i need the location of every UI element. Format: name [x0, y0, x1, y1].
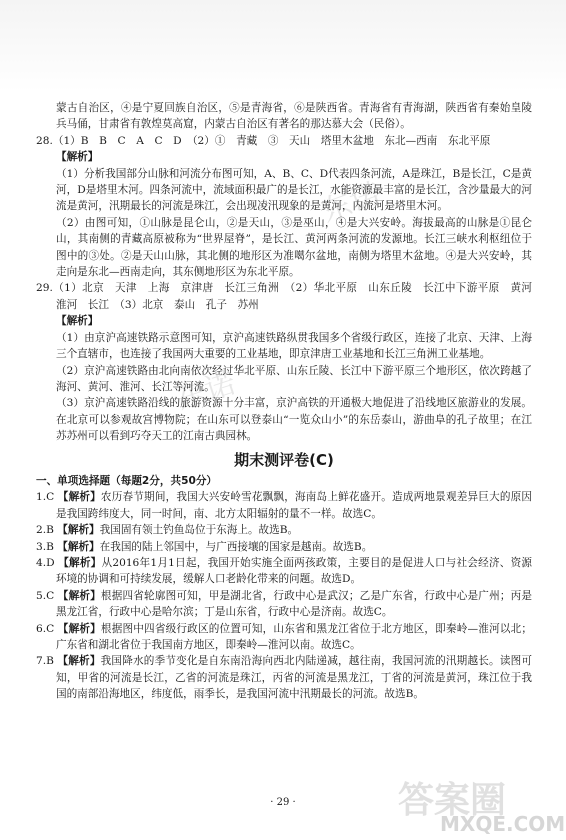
q28-analysis-1: （1）分析我国部分山脉和河流分布图可知，A、B、C、D代表四条河流，A是珠江，B是长江，C是黄河，D是塔里木河。四条河流中，流域面积最广的是长江，水能资源最丰富的是长江，含沙量最大的河流是黄河，汛期最长的河流是珠江，会出现凌汛现象的是黄河，内流河是塔里木河。	[56, 167, 532, 213]
main-content	[36, 100, 543, 703]
faint-watermark: 东诺	[317, 176, 386, 230]
list-item: 2.B 【解析】我国固有领土钓鱼岛位于东海上。故选B。	[36, 524, 299, 537]
q28-answer: 28.（1）B B C A C D （2）① 青藏 ③ 天山 塔里木盆地 东北—西南 东北平原	[36, 134, 491, 147]
q29-analysis-label: 【解析】	[56, 315, 99, 328]
q28-analysis-2: （2）由图可知，①山脉是昆仑山，②是天山，③是巫山，④是大兴安岭。海拔最高的山脉是①昆仑山，其南侧的青藏高原被称为“世界屋脊”，是长江、黄河两条河流的发源地。长江三峡水利枢纽位于图中的③处。②是天山山脉，其北侧的地形区为准噶尔盆地，南侧为塔里木盆地。④是大兴安岭，其走向是东北—西南走向，其东侧地形区为东北平原。	[56, 216, 532, 279]
list-item: 7.B 【解析】我国降水的季节变化是自东南沿海向西北内陆递减，越往南，我国河流的汛期越长。读图可知，甲省的河流是长江，乙省的河流是珠江，丙省的河流是黑龙江，丁省的河流是黄河，珠江位于我国的南部沿海地区，纬度低，雨季长，是我国河流中汛期最长的河流。故选B。	[36, 655, 533, 701]
list-item: 5.C 【解析】根据四省轮廓图可知，甲是湖北省，行政中心是武汉；乙是广东省，行政中心是广州；丙是黑龙江省，行政中心是哈尔滨；丁是山东省，行政中心是济南。故选C。	[36, 589, 533, 619]
q29-analysis-1: （1）由京沪高速铁路示意图可知，京沪高速铁路纵贯我国多个省级行政区，连接了北京、天津、上海三个直辖市，也连接了我国两大重要的工业基地，即京津唐工业基地和长江三角洲工业基地。	[56, 331, 532, 361]
q28-analysis-label: 【解析】	[56, 151, 99, 164]
list-item: 4.D 【解析】从2016年1月1日起，我国开始实施全面两孩政策，主要目的是促进人口与社会经济、资源环境的协调和可持续发展，缓解人口老龄化带来的问题。故选D。	[36, 556, 533, 586]
blank-top-area	[0, 0, 566, 92]
q29-answer: 29.（1）北京 天津 上海 京津唐 长江三角洲 （2）华北平原 山东丘陵 长江中下游平原 黄河 淮河 长江 （3）北京 泰山 孔子 苏州	[36, 282, 543, 311]
q29-analysis-2: （2）京沪高速铁路由北向南依次经过华北平原、山东丘陵、长江中下游平原三个地形区，依次跨越了海河、黄河、淮河、长江等河流。	[56, 364, 532, 393]
section-title: 期末测评卷(C)	[234, 450, 334, 469]
answer-list	[36, 489, 532, 702]
list-item: 3.B 【解析】在我国的陆上邻国中，与广西接壤的国家是越南。故选B。	[36, 540, 373, 553]
list-item: 1.C 【解析】农历春节期间，我国大兴安岭雪花飘飘，海南岛上鲜花盛开。造成两地景观差异巨大的原因是我国跨纬度大，同一时间，南、北方太阳辐射的量不一样。故选C。	[36, 491, 533, 520]
watermark-url: MXQE.COM	[440, 812, 566, 836]
page-number: · 29 ·	[270, 797, 296, 808]
list-item: 6.C 【解析】根据图中四省级行政区的位置可知，山东省和黑龙江省位于北方地区，即秦岭—淮河以北；广东省和湖北省位于我国南方地区，即秦岭—淮河以南。故选C。	[36, 622, 533, 651]
watermark-logo: 答案圈	[398, 780, 507, 821]
faint-watermark-2: 东诺	[172, 365, 241, 418]
part-heading: 一、单项选择题（每题2分，共50分）	[36, 474, 218, 487]
continued-paragraph: 蒙古自治区，④是宁夏回族自治区，⑤是青海省，⑥是陕西省。青海省有青海湖，陕西省有秦始皇陵兵马俑，甘肃省有敦煌莫高窟，内蒙古自治区有著名的那达慕大会（民俗）。	[56, 102, 532, 131]
q29-analysis-3: （3）京沪高速铁路沿线的旅游资源十分丰富，京沪高铁的开通极大地促进了沿线地区旅游业的发展。在北京可以参观故宫博物院；在山东可以登泰山“一览众山小”的东岳泰山，游曲阜的孔子故里；在江苏苏州可以看到巧夺天工的江南古典园林。	[56, 397, 532, 443]
